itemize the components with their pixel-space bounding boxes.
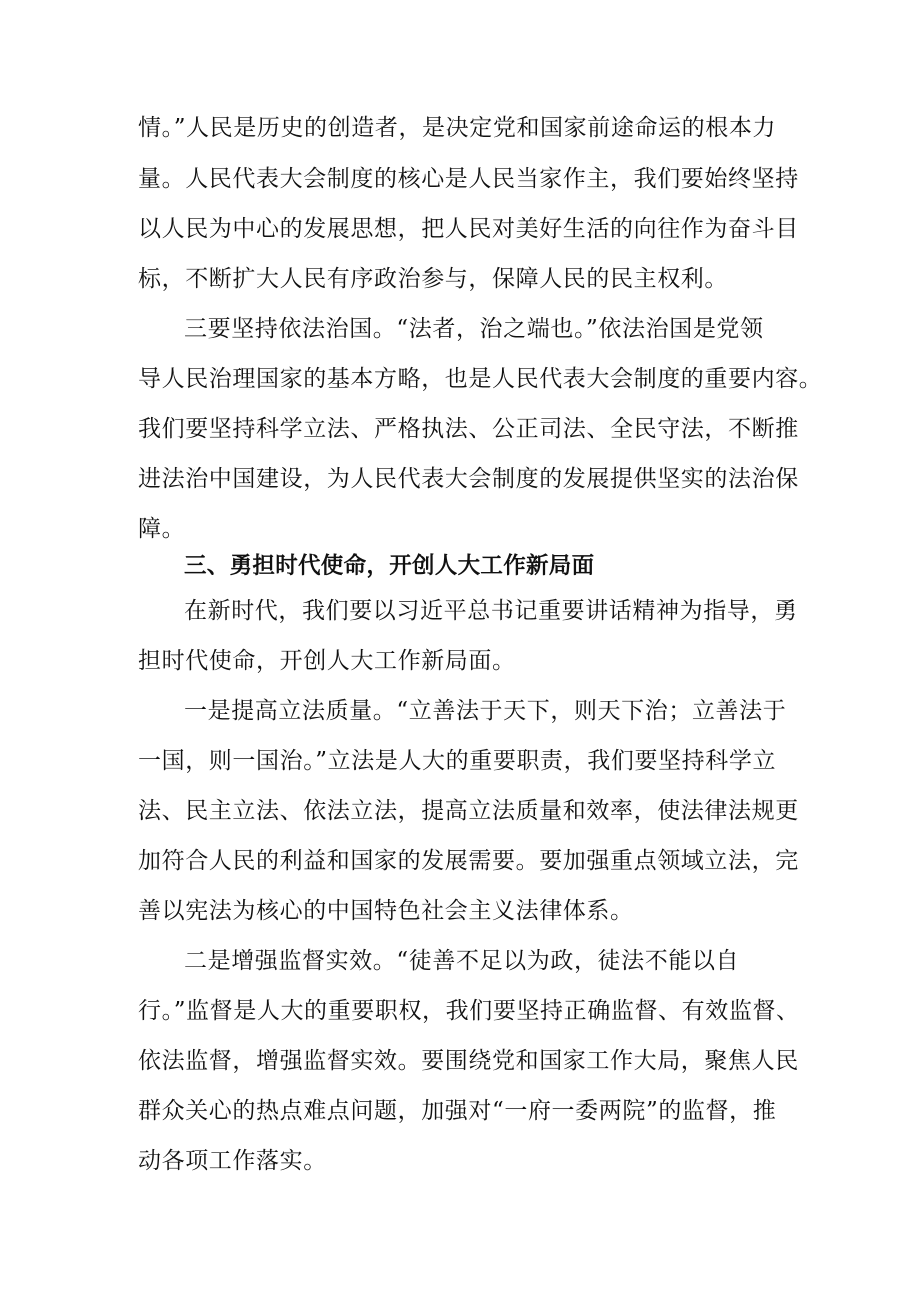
paragraph-line: 以人民为中心的发展思想，把人民对美好生活的向往作为奋斗目	[138, 216, 799, 242]
paragraph-line: 一是提高立法质量。“立善法于天下，则天下治；立善法于	[184, 698, 787, 724]
paragraph-line: 导人民治理国家的基本方略，也是人民代表大会制度的重要内容。	[138, 366, 823, 392]
paragraph-line: 法、民主立法、依法立法，提高立法质量和效率，使法律法规更	[138, 798, 799, 824]
section-heading: 三、勇担时代使命，开创人大工作新局面	[184, 553, 595, 579]
paragraph-line: 障。	[138, 516, 186, 542]
paragraph-line: 二是增强监督实效。“徒善不足以为政，徒法不能以自	[184, 948, 740, 974]
paragraph-line: 行。”监督是人大的重要职权，我们要坚持正确监督、有效监督、	[138, 998, 800, 1024]
paragraph-line: 依法监督，增强监督实效。要围绕党和国家工作大局，聚焦人民	[138, 1048, 799, 1074]
paragraph-line: 标，不断扩大人民有序政治参与，保障人民的民主权利。	[138, 266, 728, 292]
paragraph-line: 在新时代，我们要以习近平总书记重要讲话精神为指导，勇	[184, 598, 798, 624]
paragraph-line: 我们要坚持科学立法、严格执法、公正司法、全民守法，不断推	[138, 416, 799, 442]
paragraph-line: 三要坚持依法治国。“法者，治之端也。”依法治国是党领	[184, 316, 764, 342]
paragraph-line: 量。人民代表大会制度的核心是人民当家作主，我们要始终坚持	[138, 166, 799, 192]
paragraph-line: 加符合人民的利益和国家的发展需要。要加强重点领域立法，完	[138, 848, 799, 874]
paragraph-line: 善以宪法为核心的中国特色社会主义法律体系。	[138, 898, 634, 924]
paragraph-line: 群众关心的热点难点问题，加强对“一府一委两院”的监督，推	[138, 1098, 777, 1124]
paragraph-line: 一国，则一国治。”立法是人大的重要职责，我们要坚持科学立	[138, 748, 777, 774]
paragraph-line: 进法治中国建设，为人民代表大会制度的发展提供坚实的法治保	[138, 466, 799, 492]
paragraph-line: 担时代使命，开创人大工作新局面。	[138, 648, 516, 674]
paragraph-line: 情。”人民是历史的创造者，是决定党和国家前途命运的根本力	[138, 115, 777, 141]
paragraph-line: 动各项工作落实。	[138, 1148, 327, 1174]
